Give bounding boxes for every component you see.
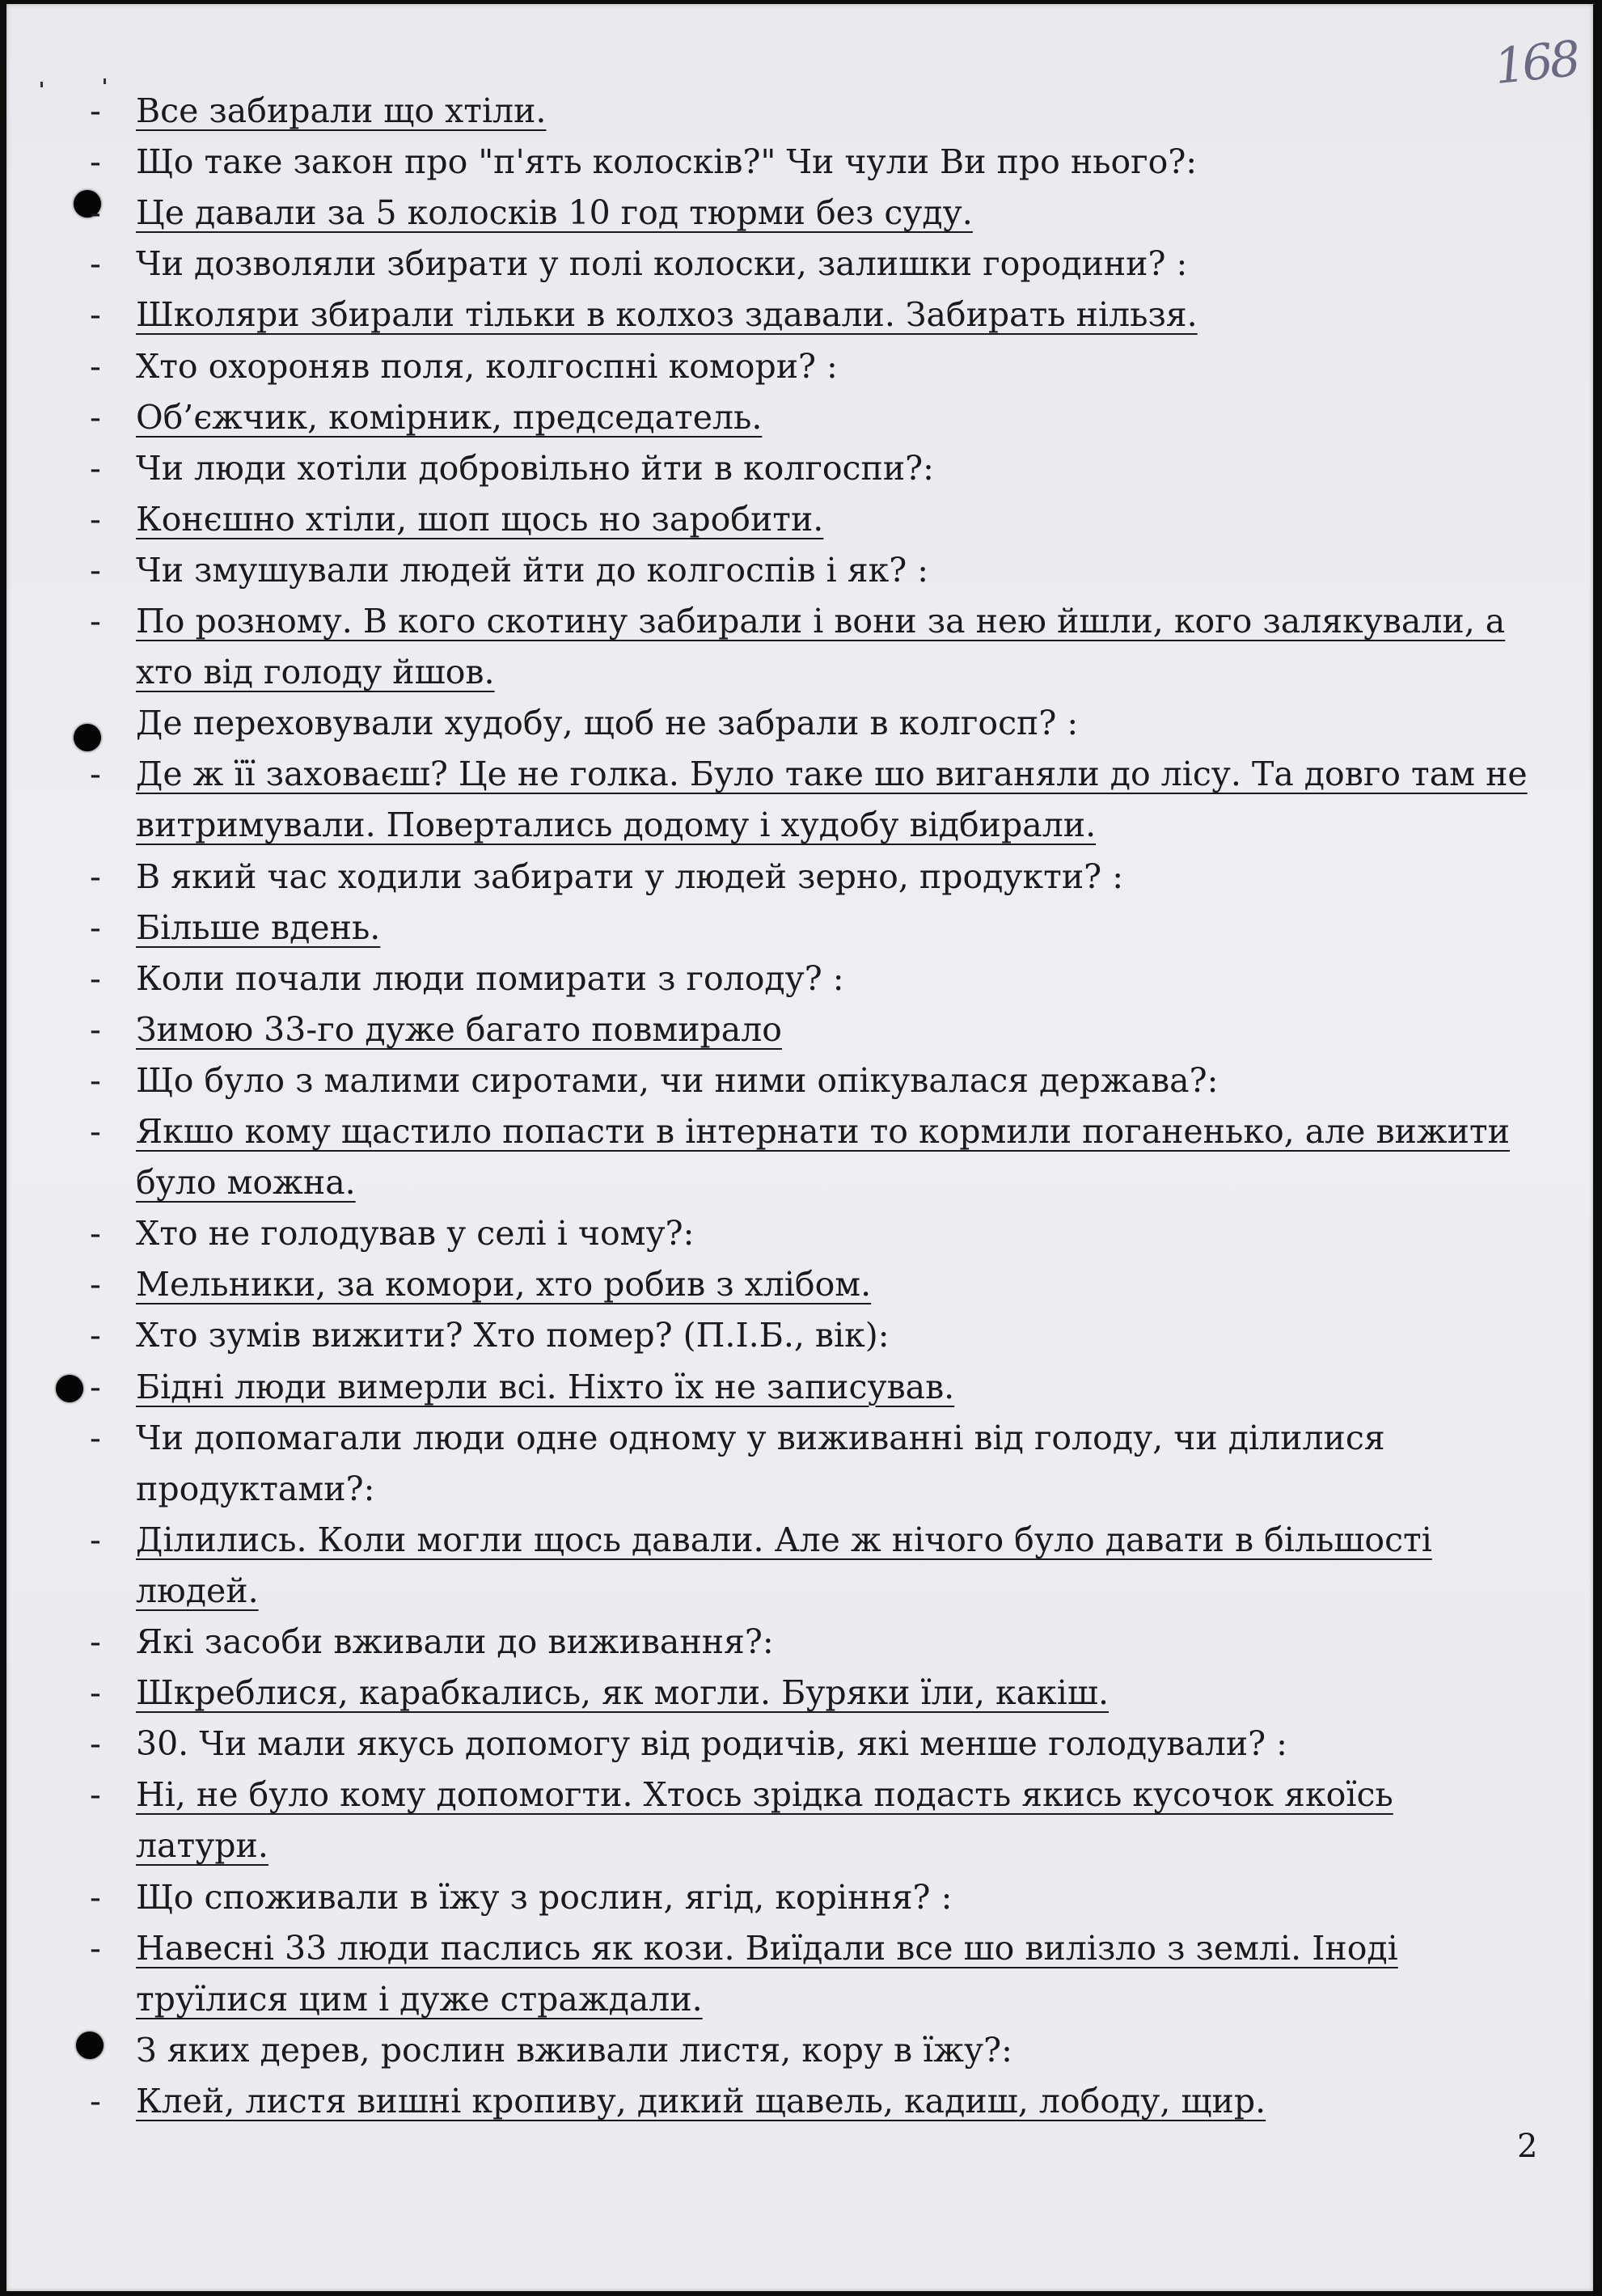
bullet-dash: - xyxy=(90,142,101,182)
bullet-dash: - xyxy=(90,755,101,794)
answer-text: Все забирали що хтіли. xyxy=(136,91,547,130)
question-text: Які засоби вживали до виживання?: xyxy=(136,1622,774,1661)
bullet-dash: - xyxy=(90,1673,101,1713)
answer-text: Якшо кому щастило попасти в інтернати то кормили поганенько, але вижити xyxy=(136,1112,1510,1151)
archive-number: 168 xyxy=(1491,30,1580,96)
interview-transcript xyxy=(6,4,1593,2291)
answer-text: хто від голоду йшов. xyxy=(136,653,495,692)
bullet-dash: - xyxy=(90,856,101,896)
bullet-dash: - xyxy=(90,295,101,335)
question-text: Чи люди хотіли добровільно йти в колгоспи?: xyxy=(136,448,934,488)
bullet-dash: - xyxy=(90,1928,101,1968)
bullet-dash: - xyxy=(90,499,101,539)
page-number: 2 xyxy=(1517,2128,1538,2165)
bullet-dash: - xyxy=(90,550,101,590)
answer-text: По розному. В кого скотину забирали і вони за нею йшли, кого залякували, а xyxy=(136,602,1506,641)
bullet-dash: - xyxy=(90,397,101,437)
bullet-dash: - xyxy=(90,1214,101,1254)
answer-text: Об’єжчик, комірник, председатель. xyxy=(136,397,763,437)
question-text: Хто не голодував у селі і чому?: xyxy=(136,1214,695,1254)
answer-text: Більше вдень. xyxy=(136,907,381,947)
question-text: Що споживали в їжу з рослин, ягід, коріння? : xyxy=(136,1877,953,1917)
bullet-dash: - xyxy=(90,193,101,233)
bullet-dash: - xyxy=(90,1775,101,1815)
bullet-dash: - xyxy=(90,1418,101,1457)
question-text: продуктами?: xyxy=(136,1469,375,1508)
bullet-dash: - xyxy=(90,91,101,130)
answer-text: було можна. xyxy=(136,1163,356,1203)
bullet-dash: - xyxy=(90,1060,101,1100)
bullet-dash: - xyxy=(90,2081,101,2121)
answer-text: Школяри збирали тільки в колхоз здавали. Забирать нільзя. xyxy=(136,295,1198,335)
question-text: Що було з малими сиротами, чи ними опікувалася держава?: xyxy=(136,1060,1219,1100)
bullet-dash: - xyxy=(90,958,101,998)
bullet-dash: - xyxy=(90,1877,101,1917)
bullet-dash: - xyxy=(90,1520,101,1559)
question-text: Чи дозволяли збирати у полі колоски, залишки городини? : xyxy=(136,244,1188,284)
answer-text: Бідні люди вимерли всі. Ніхто їх не записував. xyxy=(136,1367,955,1406)
answer-text: Конєшно хтіли, шоп щось но заробити. xyxy=(136,499,824,539)
question-text: В який час ходили забирати у людей зерно, продукти? : xyxy=(136,856,1124,896)
bullet-dash: - xyxy=(90,1367,101,1406)
bullet-dash: - xyxy=(90,1724,101,1764)
answer-text: Мельники, за комори, хто робив з хлібом. xyxy=(136,1265,872,1304)
bullet-dash: - xyxy=(90,907,101,947)
bullet-dash: - xyxy=(90,1009,101,1049)
bullet-dash: - xyxy=(90,1112,101,1151)
answer-text: труїлися цим і дуже страждали. xyxy=(136,1979,703,2019)
answer-text: латури. xyxy=(136,1826,268,1866)
question-text: Хто зумів вижити? Хто помер? (П.І.Б., вік): xyxy=(136,1316,890,1355)
bullet-dash: - xyxy=(90,1265,101,1304)
bullet-dash: - xyxy=(90,1622,101,1661)
question-text: Де переховували худобу, щоб не забрали в колгосп? : xyxy=(136,704,1079,743)
answer-text: Клей, листя вишні кропиву, дикий щавель, кадиш, лободу, щир. xyxy=(136,2081,1266,2121)
answer-text: витримували. Повертались додому і худобу відбирали. xyxy=(136,806,1097,845)
answer-text: Де ж її заховаєш? Це не голка. Було таке шо виганяли до лісу. Та довго там не xyxy=(136,755,1528,794)
question-text: Що таке закон про "п'ять колосків?" Чи чули Ви про нього?: xyxy=(136,142,1198,182)
answer-text: Це давали за 5 колосків 10 год тюрми без суду. xyxy=(136,193,973,233)
question-text: З яких дерев, рослин вживали листя, кору в їжу?: xyxy=(136,2030,1012,2070)
question-text: 30. Чи мали якусь допомогу від родичів, які менше голодували? : xyxy=(136,1724,1287,1764)
paper-sheet xyxy=(6,4,1593,2291)
bullet-dash: - xyxy=(90,244,101,284)
bullet-dash: - xyxy=(90,602,101,641)
answer-text: Зимою 33-го дуже багато повмирало xyxy=(136,1009,782,1049)
question-text: Коли почали люди помирати з голоду? : xyxy=(136,958,844,998)
answer-text: Шкреблися, карабкались, як могли. Буряки їли, какіш. xyxy=(136,1673,1109,1713)
answer-text: Навесні 33 люди паслись як кози. Виїдали все шо вилізло з землі. Іноді xyxy=(136,1928,1398,1968)
bullet-dash: - xyxy=(90,346,101,386)
bullet-dash: - xyxy=(90,1316,101,1355)
question-text: Чи змушували людей йти до колгоспів і як? : xyxy=(136,550,929,590)
answer-text: Ні, не було кому допомогти. Хтось зрідка подасть якись кусочок якоїсь xyxy=(136,1775,1393,1815)
answer-text: людей. xyxy=(136,1571,259,1610)
question-text: Хто охороняв поля, колгоспні комори? : xyxy=(136,346,838,386)
question-text: Чи допомагали люди одне одному у виживанні від голоду, чи ділилися xyxy=(136,1418,1385,1457)
bullet-dash: - xyxy=(90,448,101,488)
answer-text: Ділились. Коли могли щось давали. Але ж нічого було давати в більшості xyxy=(136,1520,1432,1559)
